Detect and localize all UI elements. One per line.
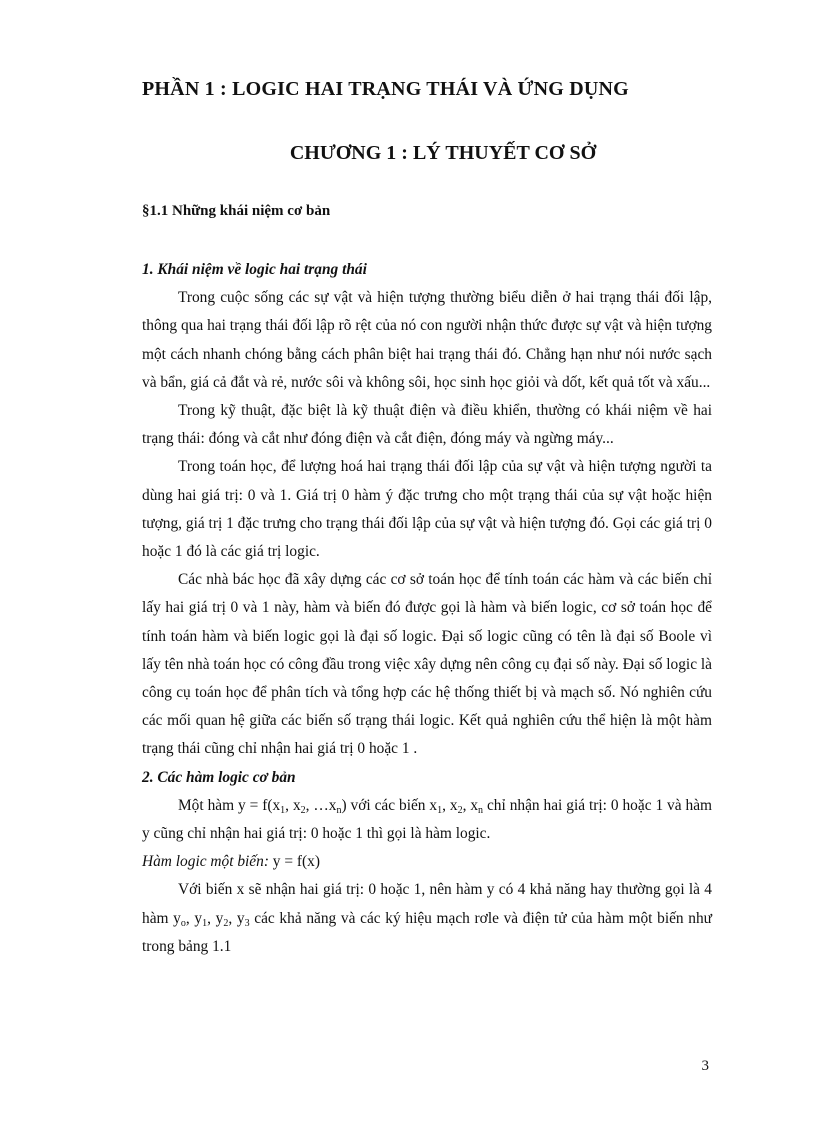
part-title: PHẦN 1 : LOGIC HAI TRẠNG THÁI VÀ ỨNG DỤNG: [142, 78, 629, 100]
one-variable-formula: y = f(x): [268, 853, 320, 871]
paragraph-one-variable: [142, 848, 712, 876]
subsection-heading-1: 1. Khái niệm về logic hai trạng thái: [142, 261, 367, 278]
paragraph-4: Các nhà bác học đã xây dựng các cơ sở toán học để tính toán các hàm và các biến chỉ lấy hai giá trị 0 và 1 này, hàm và biến đó được gọi là hàm và biến logic, cơ sở toán học để tính toán hàm và biến logic gọi là đại số logic. Đại số logic cũng có tên là đại số Boole vì lấy tên nhà toán học có công đầu trong việc xây dựng nên công cụ đại số này. Đại số logic là công cụ toán học để phân tích và tổng hợp các hệ thống thiết bị và mạch số. Nó nghiên cứu các mối quan hệ giữa các biến số trạng thái logic. Kết quả nghiên cứu thể hiện là một hàm trạng thái cũng chỉ nhận hai giá trị 0 hoặc 1 .: [142, 571, 712, 758]
subsection-heading-2: 2. Các hàm logic cơ bản: [142, 768, 296, 786]
section-title: §1.1 Những khái niệm cơ bản: [142, 203, 331, 219]
paragraph-2: Trong kỹ thuật, đặc biệt là kỹ thuật điện và điều khiển, thường có khái niệm về hai trạng thái: đóng và cắt như đóng điện và cắt điện, đóng máy và ngừng máy...: [142, 402, 712, 448]
chapter-title: CHƯƠNG 1 : LÝ THUYẾT CƠ SỞ: [289, 142, 597, 164]
paragraph-four-functions: Với biến x sẽ nhận hai giá trị: 0 hoặc 1, nên hàm y có 4 khả năng hay thường gọi là 4 hàm $y_o$, $y_1$, $y_2$, $y_3$ các khả năng và các ký hiệu mạch rơle và điện tử của hàm một biến như trong bảng 1.1: [142, 881, 713, 955]
page-number: 3: [701, 1058, 709, 1074]
paragraph-function-definition: Một hàm $y = f(x_1$, $x_2$, $\dots x_n$) với các biến $x_1$, $x_2$, $x_n$ chỉ nhận hai giá trị: 0 hoặc 1 và hàm y cũng chỉ nhận hai giá trị: 0 hoặc 1 thì gọi là hàm logic.: [142, 796, 713, 843]
one-variable-label: Hàm logic một biến:: [142, 853, 269, 871]
paragraph-3: Trong toán học, để lượng hoá hai trạng thái đối lập của sự vật và hiện tượng người ta dùng hai giá trị: 0 và 1. Giá trị 0 hàm ý đặc trưng cho một trạng thái của sự vật hoặc hiện tượng, giá trị 1 đặc trưng cho trạng thái đối lập của sự vật và hiện tượng đó. Gọi các giá trị 0 hoặc 1 đó là các giá trị logic.: [142, 458, 712, 561]
body-text: [142, 256, 712, 961]
paragraph-1: Trong cuộc sống các sự vật và hiện tượng thường biểu diễn ở hai trạng thái đối lập, thông qua hai trạng thái đối lập rõ rệt của nó con người nhận thức được sự vật và hiện tượng một cách nhanh chóng bằng cách phân biệt hai trạng thái đó. Chẳng hạn như nói nước sạch và bẩn, giá cả đắt và rẻ, nước sôi và không sôi, học sinh học giỏi và dốt, kết quả tốt và xấu...: [142, 289, 712, 391]
